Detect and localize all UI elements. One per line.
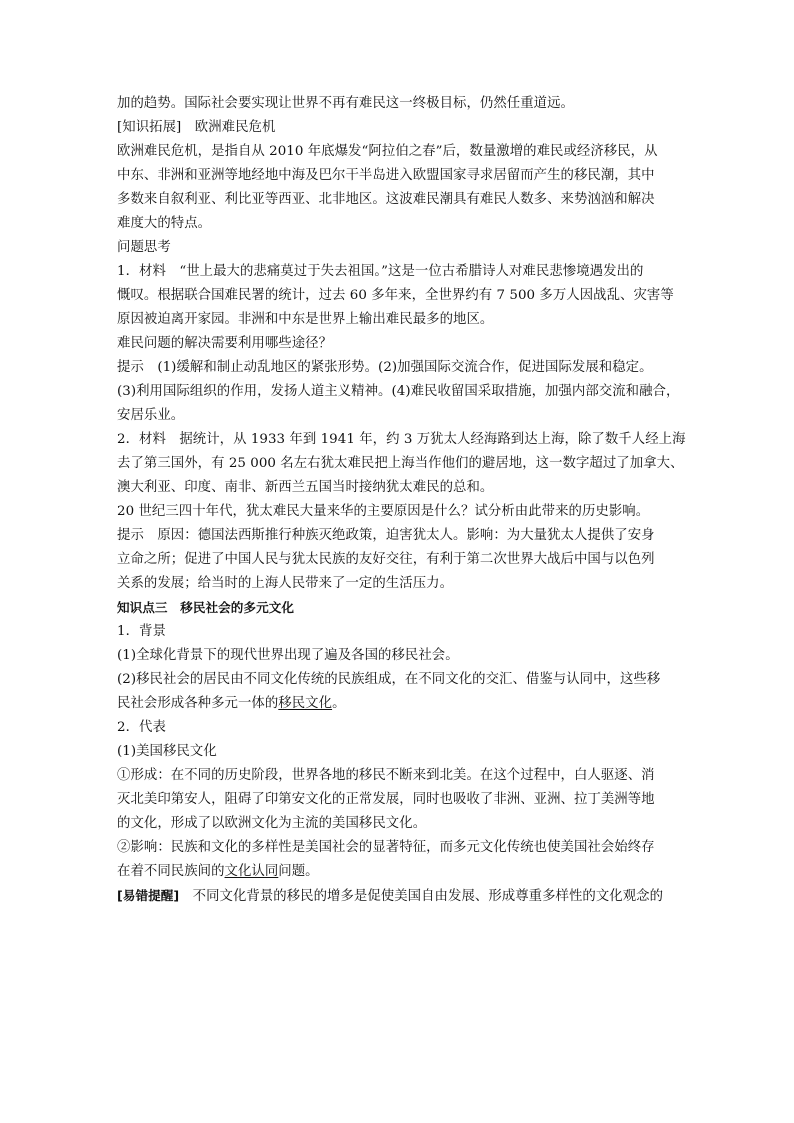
knowledge-extension-line: 中东、非洲和亚洲等地经地中海及巴尔干半岛进入欧盟国家寻求居留而产生的移民潮，其中 [117, 168, 655, 183]
q2-material-line: 2．材料 据统计，从 1933 年到 1941 年，约 3 万犹太人经海路到达上海，除了数千人经上海 [117, 432, 686, 447]
knowledge-extension-heading: [知识拓展] 欧洲难民危机 [117, 120, 276, 135]
formation-line: 灭北美印第安人，阻碍了印第安文化的正常发展，同时也吸收了非洲、亚洲、拉丁美洲等地 [117, 792, 655, 807]
background-item: (2)移民社会的居民由不同文化传统的民族组成，在不同文化的交汇、借鉴与认同中，这些移 [117, 672, 661, 687]
tip-text: 不同文化背景的移民的增多是促使美国自由发展、形成尊重多样性的文化观念的 [179, 889, 664, 904]
us-culture-title: (1)美国移民文化 [117, 744, 217, 759]
q1-answer-line: 提示 (1)缓解和制止动乱地区的紧张形势。(2)加强国际交流合作，促进国际发展和稳定。 [117, 360, 653, 375]
q1-answer-line: 安居乐业。 [117, 408, 185, 423]
tip-label: [易错提醒] [117, 888, 180, 903]
q2-material-line: 去了第三国外，有 25 000 名左右犹太难民把上海当作他们的避居地，这一数字超过了加拿大、 [117, 456, 684, 471]
underlined-term: 文化认同 [224, 864, 279, 879]
q1-answer-line: (3)利用国际组织的作用，发扬人道主义精神。(4)难民收留国采取措施，加强内部交流和融合， [117, 384, 680, 399]
impact-line-continued [117, 860, 683, 884]
document-page [117, 92, 686, 908]
underlined-term: 移民文化 [278, 696, 333, 711]
knowledge-point-heading: 知识点三 移民社会的多元文化 [117, 600, 295, 615]
text-segment: 在着不同民族间的 [117, 864, 225, 879]
q1-material-line: 慨叹。根据联合国难民署的统计，过去 60 多年来，全世界约有 7 500 多万人因战乱、灾害等 [117, 288, 674, 303]
q2-answer-line: 立命之所；促进了中国人民与犹太民族的友好交往，有利于第二次世界大战后中国与以色列 [117, 552, 655, 567]
impact-line: ②影响：民族和文化的多样性是美国社会的显著特征，而多元文化传统也使美国社会始终存 [117, 840, 655, 855]
text-segment: 民社会形成各种多元一体的 [117, 696, 279, 711]
q2-material-line: 澳大利亚、印度、南非、新西兰五国当时接纳犹太难民的总和。 [117, 480, 494, 495]
knowledge-extension-line: 难度大的特点。 [117, 216, 212, 231]
q2-answer-line: 关系的发展；给当时的上海人民带来了一定的生活压力。 [117, 576, 454, 591]
knowledge-extension-line: 多数来自叙利亚、利比亚等西亚、北非地区。这波难民潮具有难民人数多、来势汹汹和解决 [117, 192, 655, 207]
question-section-heading: 问题思考 [117, 240, 171, 255]
text-segment: 。 [332, 696, 346, 711]
tip-line [117, 884, 683, 908]
background-title: 1．背景 [117, 624, 166, 639]
formation-line: 的文化，形成了以欧洲文化为主流的美国移民文化。 [117, 816, 427, 831]
q1-material-line: 1．材料 “世上最大的悲痛莫过于失去祖国。”这是一位古希腊诗人对难民悲惨境遇发出的 [117, 264, 644, 279]
knowledge-extension-line: 欧洲难民危机，是指自从 2010 年底爆发“阿拉伯之春”后，数量激增的难民或经济移民，从 [117, 144, 658, 159]
text-segment: 问题。 [278, 864, 319, 879]
q2-answer-line: 提示 原因：德国法西斯推行种族灭绝政策，迫害犹太人。影响：为大量犹太人提供了安身 [117, 528, 655, 543]
q2-question-line: 20 世纪三四十年代，犹太难民大量来华的主要原因是什么？试分析由此带来的历史影响。 [117, 504, 650, 519]
q1-material-line: 原因被迫离开家园。非洲和中东是世界上输出难民最多的地区。 [117, 312, 494, 327]
formation-line: ①形成：在不同的历史阶段，世界各地的移民不断来到北美。在这个过程中，白人驱逐、消 [117, 768, 655, 783]
q1-question-line: 难民问题的解决需要利用哪些途径？ [117, 336, 333, 351]
representative-title: 2．代表 [117, 720, 166, 735]
background-item-continued [117, 692, 683, 716]
intro-line: 加的趋势。国际社会要实现让世界不再有难民这一终极目标，仍然任重道远。 [117, 96, 574, 111]
background-item: (1)全球化背景下的现代世界出现了遍及各国的移民社会。 [117, 648, 459, 663]
